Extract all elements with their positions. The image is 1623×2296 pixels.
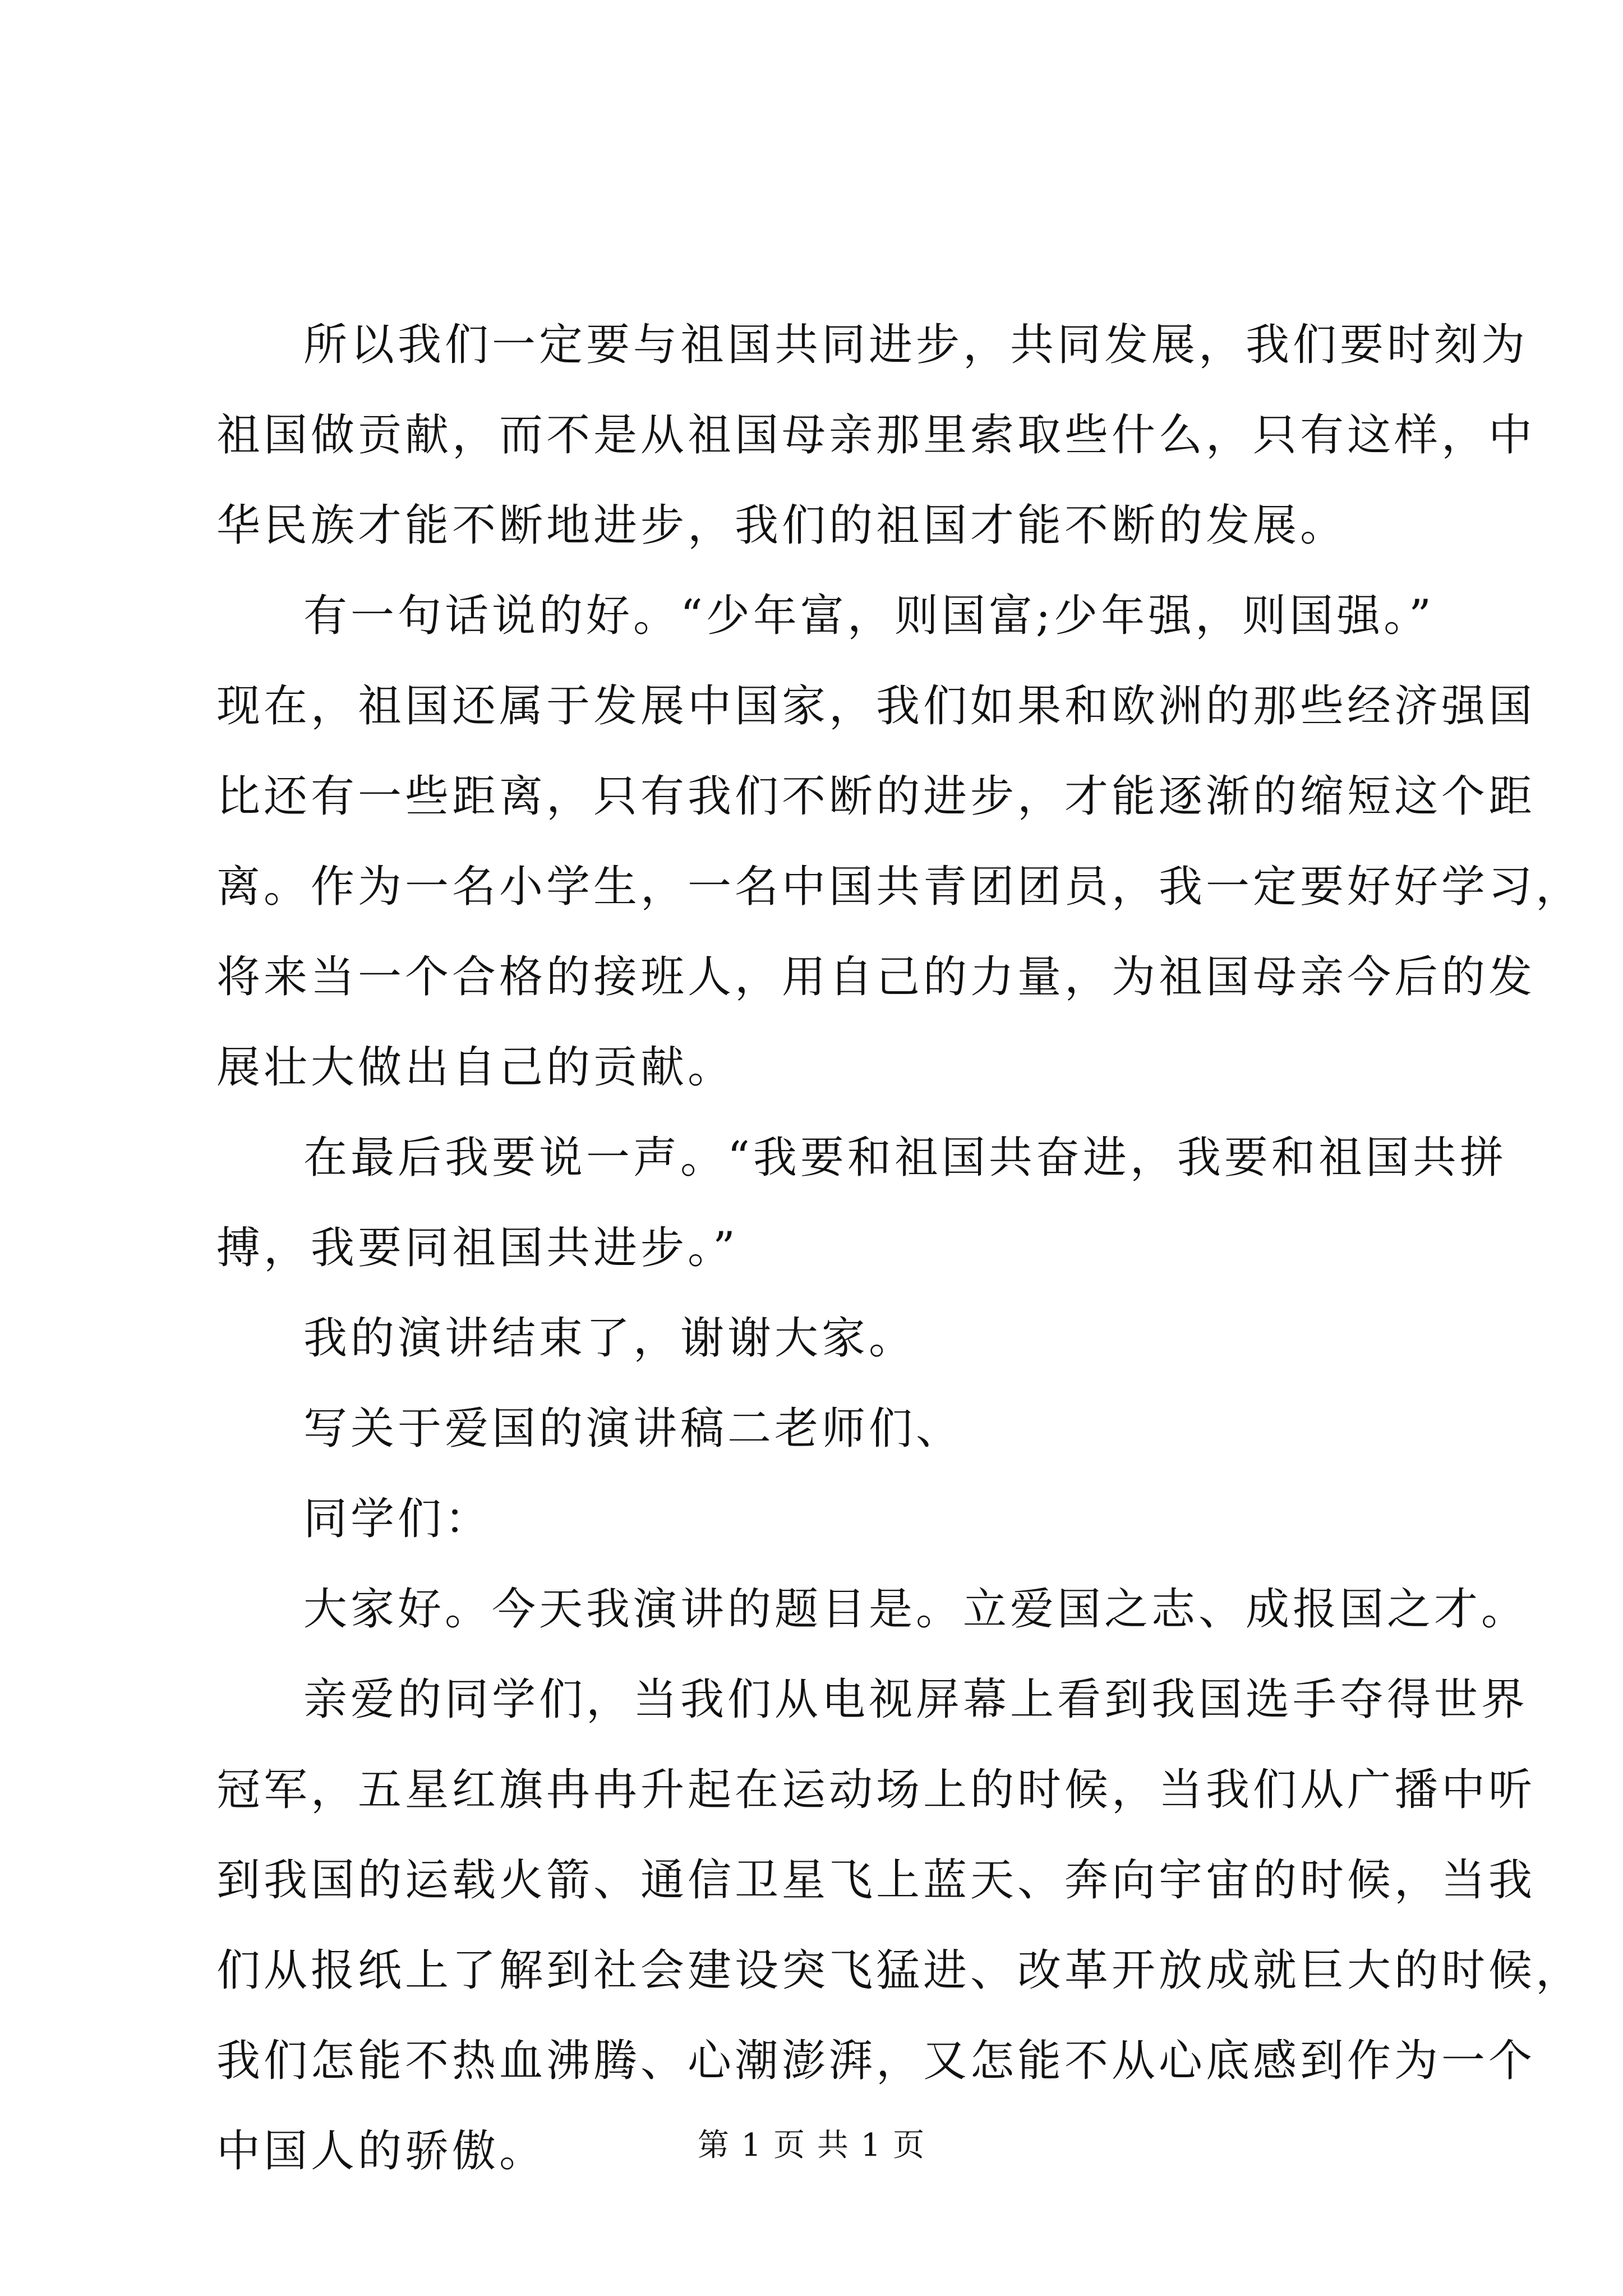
text-line: 中国人的骄傲。 bbox=[216, 2126, 547, 2177]
text-line: 在最后我要说一声。“我要和祖国共奋进，我要和祖国共拼 bbox=[303, 1133, 1507, 1183]
text-line: 华民族才能不断地进步，我们的祖国才能不断的发展。 bbox=[216, 500, 1348, 551]
text-line: 冠军，五星红旗冉冉升起在运动场上的时候，当我们从广播中听 bbox=[216, 1765, 1536, 1815]
text-line: 比还有一些距离，只有我们不断的进步，才能逐渐的缩短这个距 bbox=[216, 771, 1536, 822]
text-line: 我们怎能不热血沸腾、心潮澎湃，又怎能不从心底感到作为一个 bbox=[216, 2036, 1536, 2086]
text-line: 大家好。今天我演讲的题目是。立爱国之志、成报国之才。 bbox=[303, 1584, 1529, 1635]
text-line: 有一句话说的好。“少年富，则国富;少年强，则国强。” bbox=[303, 591, 1435, 641]
text-line: 写关于爱国的演讲稿二老师们、 bbox=[303, 1404, 963, 1454]
text-line: 现在，祖国还属于发展中国家，我们如果和欧洲的那些经济强国 bbox=[216, 681, 1536, 731]
text-line: 亲爱的同学们，当我们从电视屏幕上看到我国选手夺得世界 bbox=[303, 1674, 1529, 1725]
text-line: 离。作为一名小学生，一名中国共青团团员，我一定要好好学习， bbox=[216, 862, 1583, 912]
text-line: 将来当一个合格的接班人，用自己的力量，为祖国母亲今后的发 bbox=[216, 952, 1536, 1002]
text-line: 我的演讲结束了，谢谢大家。 bbox=[303, 1313, 916, 1364]
text-line: 展壮大做出自己的贡献。 bbox=[216, 1042, 735, 1093]
text-line: 到我国的运载火箭、通信卫星飞上蓝天、奔向宇宙的时候，当我 bbox=[216, 1855, 1536, 1906]
page-footer: 第 1 页 共 1 页 bbox=[697, 2127, 926, 2164]
text-line: 同学们： bbox=[303, 1494, 492, 1544]
body-text bbox=[216, 300, 1583, 2197]
text-line: 搏，我要同祖国共进步。” bbox=[216, 1223, 739, 1273]
text-line: 祖国做贡献，而不是从祖国母亲那里索取些什么，只有这样，中 bbox=[216, 410, 1536, 461]
text-line: 所以我们一定要与祖国共同进步，共同发展，我们要时刻为 bbox=[303, 320, 1529, 370]
text-line: 们从报纸上了解到社会建设突飞猛进、改革开放成就巨大的时候， bbox=[216, 1945, 1583, 1996]
